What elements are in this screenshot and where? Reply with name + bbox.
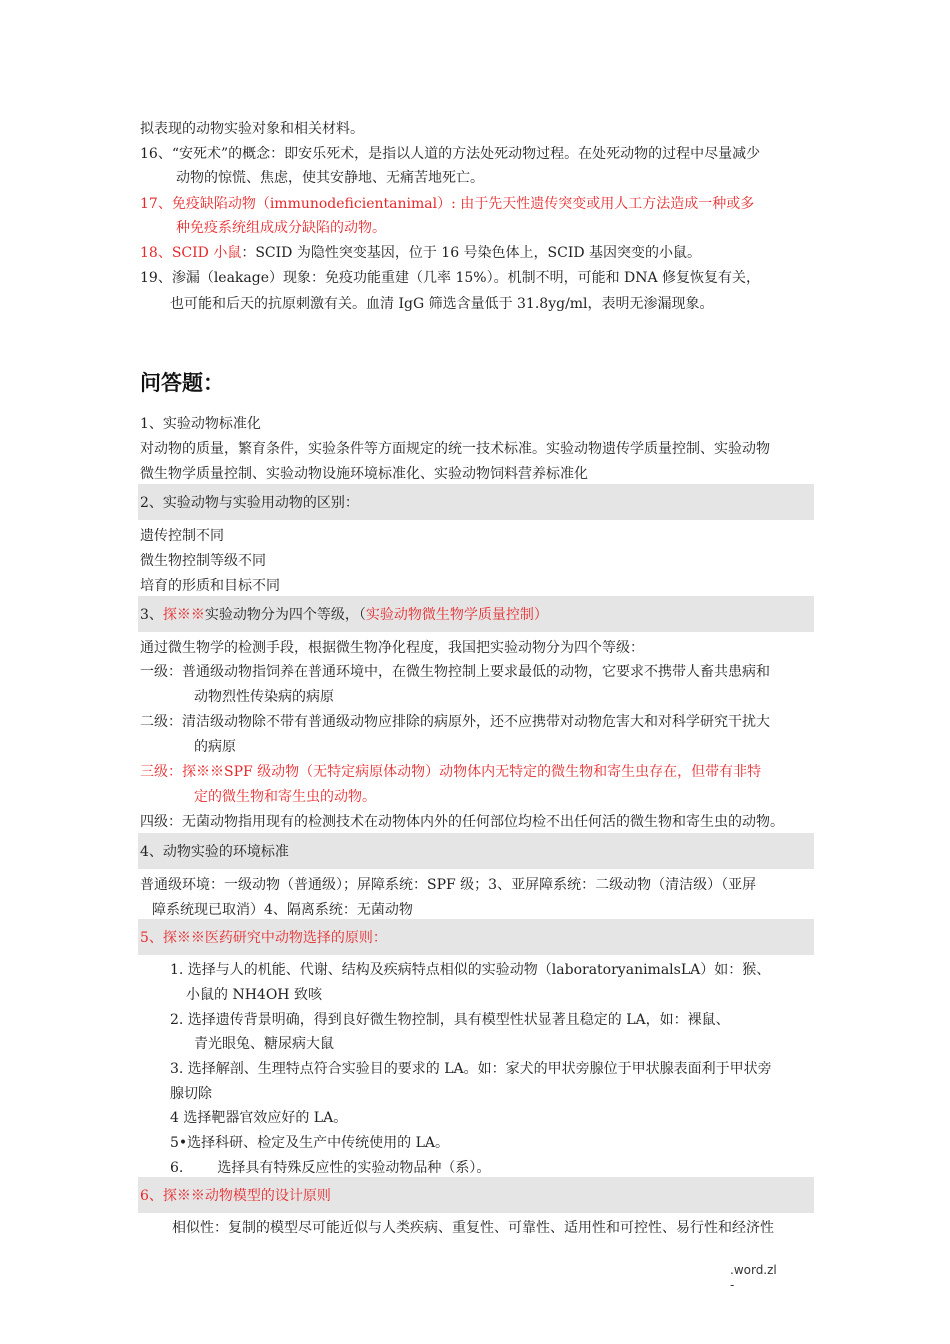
q1-answer-line2: 微生物学质量控制、实验动物设施环境标准化、实验动物饲料营养标准化 xyxy=(140,466,588,482)
item-19-line1: 19、渗漏（leakage）现象：免疫功能重建（几率 15%）。机制不明，可能和 DNA 修复恢复有关， xyxy=(140,270,761,286)
item-17-line2: 种免疫系统组成成分缺陷的动物。 xyxy=(176,220,386,236)
q5-item2-line1: 2. 选择遗传背景明确，得到良好微生物控制，具有模型性状显著且稳定的 LA，如：裸鼠、 xyxy=(170,1012,730,1028)
q3-grade1-line1: 一级：普通级动物指饲养在普通环境中，在微生物控制上要求最低的动物，它要求不携带人畜共患病和 xyxy=(140,664,770,680)
q3-grade3-line2: 定的微生物和寄生虫的动物。 xyxy=(194,789,376,805)
q5-item6-text: 选择具有特殊反应性的实验动物品种（系）。 xyxy=(217,1160,491,1176)
item-16-line1: 16、“安死术”的概念：即安乐死术，是指以人道的方法处死动物过程。在处死动物的过程中尽量减少 xyxy=(140,146,761,162)
q5-item3-line1: 3. 选择解剖、生理特点符合实验目的要求的 LA。如：家犬的甲状旁腺位于甲状腺表面利于甲状旁 xyxy=(170,1061,772,1077)
item-18-definition: ：SCID 为隐性突变基因，位于 16 号染色体上，SCID 基因突变的小鼠。 xyxy=(241,245,702,261)
q3-title xyxy=(140,605,548,625)
q2-title: 2、实验动物与实验用动物的区别： xyxy=(140,495,359,511)
q6-title: 6、探※※动物模型的设计原则 xyxy=(140,1188,331,1204)
item-18-line xyxy=(140,243,701,263)
q2-answer-line1: 遗传控制不同 xyxy=(140,528,224,544)
q5-item6 xyxy=(170,1158,490,1178)
q4-answer-line2: 障系统现已取消）4、隔离系统：无菌动物 xyxy=(152,902,413,918)
section-heading: 问答题： xyxy=(140,371,224,395)
q6-answer-line1: 相似性：复制的模型尽可能近似与人类疾病、重复性、可靠性、适用性和可控性、易行性和经济性 xyxy=(172,1220,774,1236)
item-18-term: 18、SCID 小鼠 xyxy=(140,245,242,261)
q3-grade3-line1: 三级：探※※SPF 级动物（无特定病原体动物）动物体内无特定的微生物和寄生虫存在，但带有非特 xyxy=(140,764,762,780)
q3-number: 3、 xyxy=(140,607,163,623)
q3-intro: 通过微生物学的检测手段，根据微生物净化程度，我国把实验动物分为四个等级： xyxy=(140,640,644,656)
footer-dash: - xyxy=(730,1278,735,1292)
q3-grade2-line2: 的病原 xyxy=(194,739,236,755)
q3-grade2-line1: 二级：清洁级动物除不带有普通级动物应排除的病原外，还不应携带对动物危害大和对科学研究干扰大 xyxy=(140,714,770,730)
text-line: 拟表现的动物实验对象和相关材料。 xyxy=(140,121,364,137)
q2-answer-line3: 培育的形质和目标不同 xyxy=(140,578,280,594)
item-17-line1: 17、免疫缺陷动物（immunodeficientanimal）: 由于先天性遗传突变或用人工方法造成一种或多 xyxy=(140,196,755,212)
q3-grade4: 四级：无菌动物指用现有的检测技术在动物体内外的任何部位均检不出任何活的微生物和寄生虫的动物。 xyxy=(140,814,784,830)
q5-item3-line2: 腺切除 xyxy=(170,1086,212,1102)
q3-title-note: 实验动物微生物学质量控制） xyxy=(365,607,548,623)
item-19-line2: 也可能和后天的抗原刺激有关。血清 IgG 筛选含量低于 31.8yg/ml，表明无渗漏现象。 xyxy=(170,296,714,312)
q5-item1-line1: 1. 选择与人的机能、代谢、结构及疾病特点相似的实验动物（laboratoryanimalsLA）如：猴、 xyxy=(170,962,771,978)
item-16-line2: 动物的惊慌、焦虑，使其安静地、无痛苦地死亡。 xyxy=(176,170,484,186)
q3-grade1-line2: 动物烈性传染病的病原 xyxy=(194,689,334,705)
q5-title: 5、探※※医药研究中动物选择的原则： xyxy=(140,930,387,946)
q5-item1-line2: 小鼠的 NH4OH 致咳 xyxy=(186,987,322,1003)
q5-item6-number: 6. xyxy=(170,1160,184,1176)
q5-item4: 4 选择靶器官效应好的 LA。 xyxy=(170,1110,348,1126)
footer-site: .word.zl xyxy=(730,1263,777,1277)
q5-item5: 5•选择科研、检定及生产中传统使用的 LA。 xyxy=(170,1135,450,1151)
q5-item2-line2: 青光眼兔、糖尿病大鼠 xyxy=(194,1036,334,1052)
q4-answer-line1: 普通级环境：一级动物（普通级）；屏障系统：SPF 级；3、亚屏障系统：二级动物（清洁级）（亚屏 xyxy=(140,877,757,893)
q1-answer-line1: 对动物的质量，繁育条件，实验条件等方面规定的统一技术标准。实验动物遗传学质量控制、实验动物 xyxy=(140,441,770,457)
q3-mark: 探※※ xyxy=(162,607,205,623)
q1-title: 1、实验动物标准化 xyxy=(140,416,261,432)
q4-title: 4、动物实验的环境标准 xyxy=(140,844,289,860)
q2-answer-line2: 微生物控制等级不同 xyxy=(140,553,266,569)
q3-title-text: 实验动物分为四个等级，（ xyxy=(204,607,366,623)
